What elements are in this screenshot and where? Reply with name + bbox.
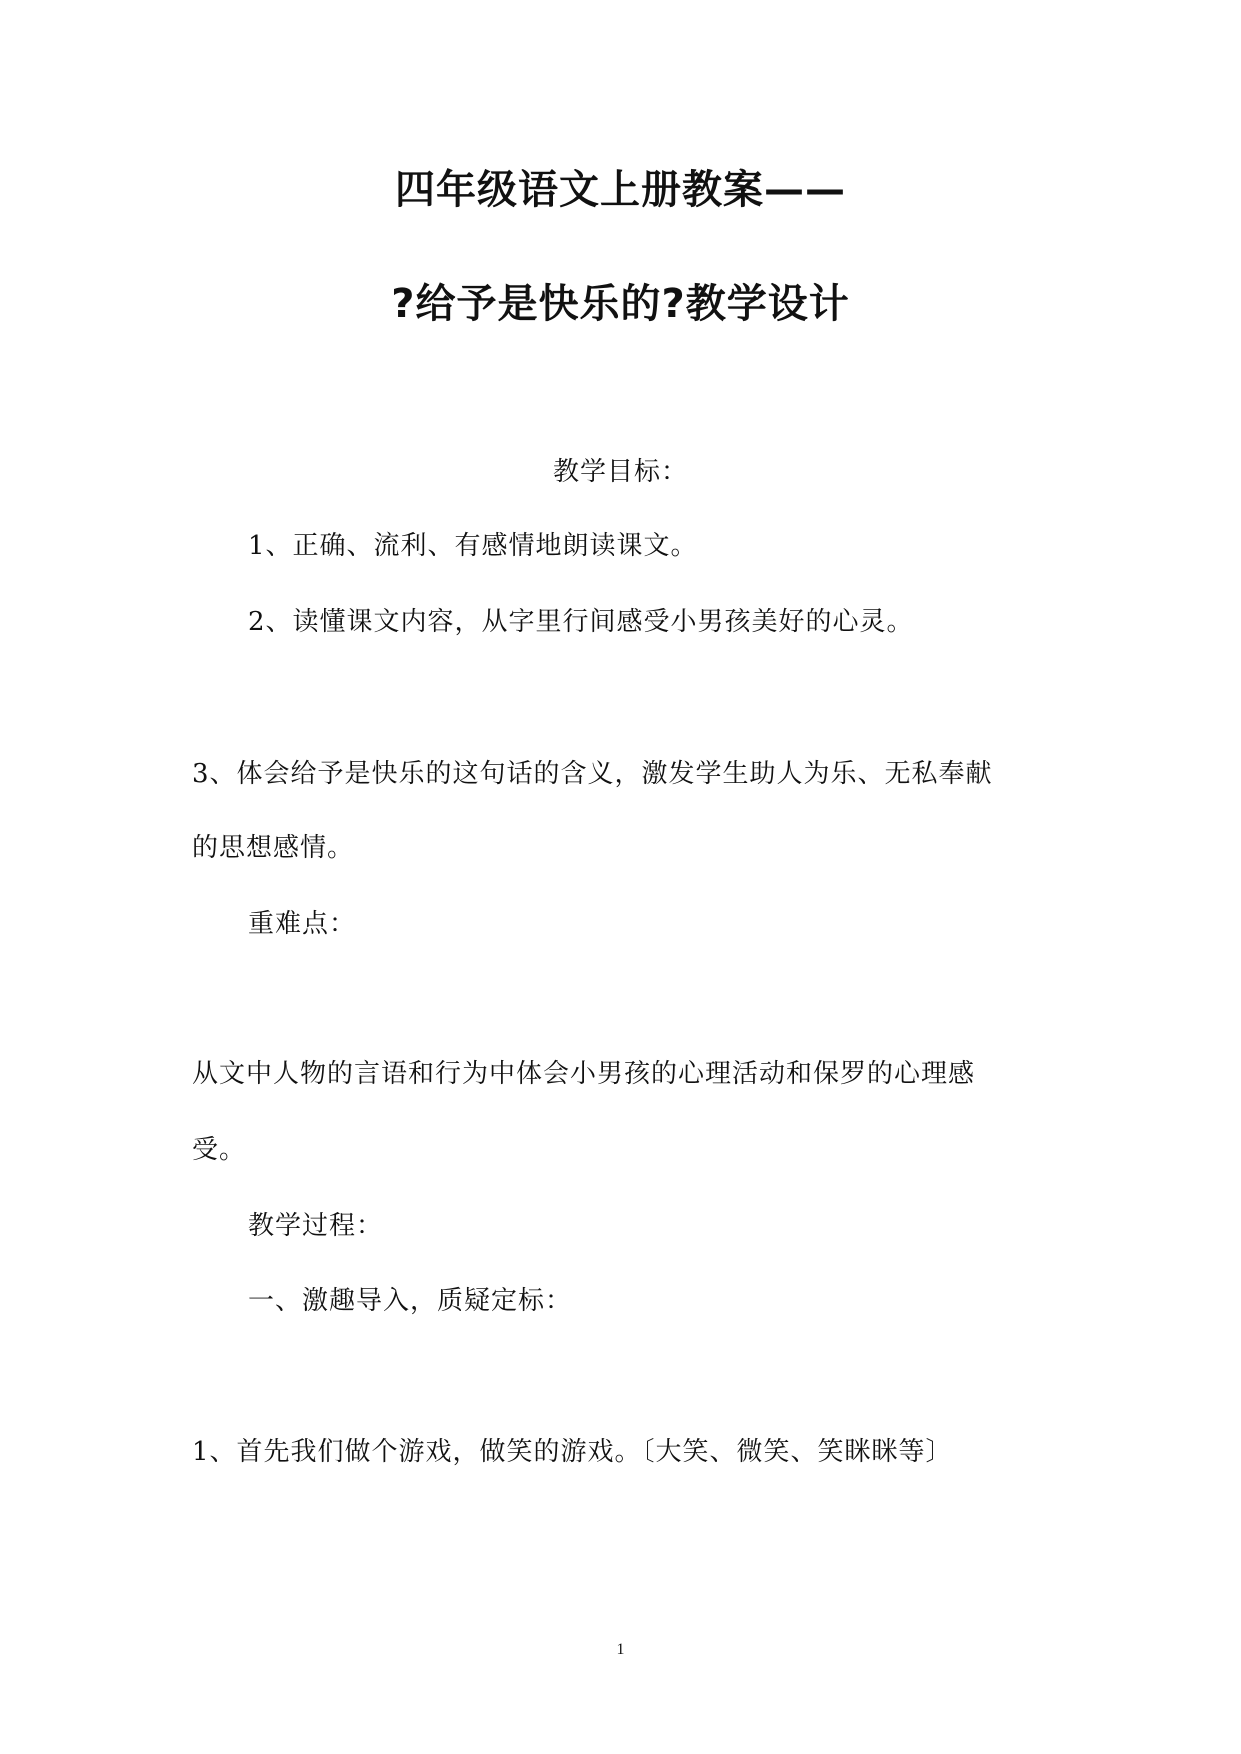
- section-heading-teaching-goals: 教学目标：: [552, 457, 688, 487]
- process-step-1-item-1: 1、首先我们做个游戏，做笑的游戏。〔大笑、微笑、笑眯眯等〕: [192, 1437, 953, 1467]
- key-points-line-1: 从文中人物的言语和行为中体会小男孩的心理活动和保罗的心理感: [192, 1059, 976, 1089]
- section-heading-key-points: 重难点：: [248, 909, 357, 939]
- key-points-line-2: 受。: [192, 1135, 247, 1165]
- page-number: 1: [616, 1641, 625, 1658]
- document-title-line-1: 四年级语文上册教案——: [395, 167, 846, 213]
- section-heading-teaching-process: 教学过程：: [248, 1211, 384, 1241]
- goal-item-2: 2、读懂课文内容，从字里行间感受小男孩美好的心灵。: [248, 607, 914, 637]
- document-title-line-2: ?给予是快乐的?教学设计: [391, 281, 850, 327]
- goal-item-1: 1、正确、流利、有感情地朗读课文。: [248, 531, 698, 561]
- goal-item-3-line-1: 3、体会给予是快乐的这句话的含义，激发学生助人为乐、无私奉献: [192, 759, 993, 789]
- process-step-1-heading: 一、激趣导入，质疑定标：: [248, 1286, 573, 1316]
- goal-item-3-line-2: 的思想感情。: [192, 833, 355, 863]
